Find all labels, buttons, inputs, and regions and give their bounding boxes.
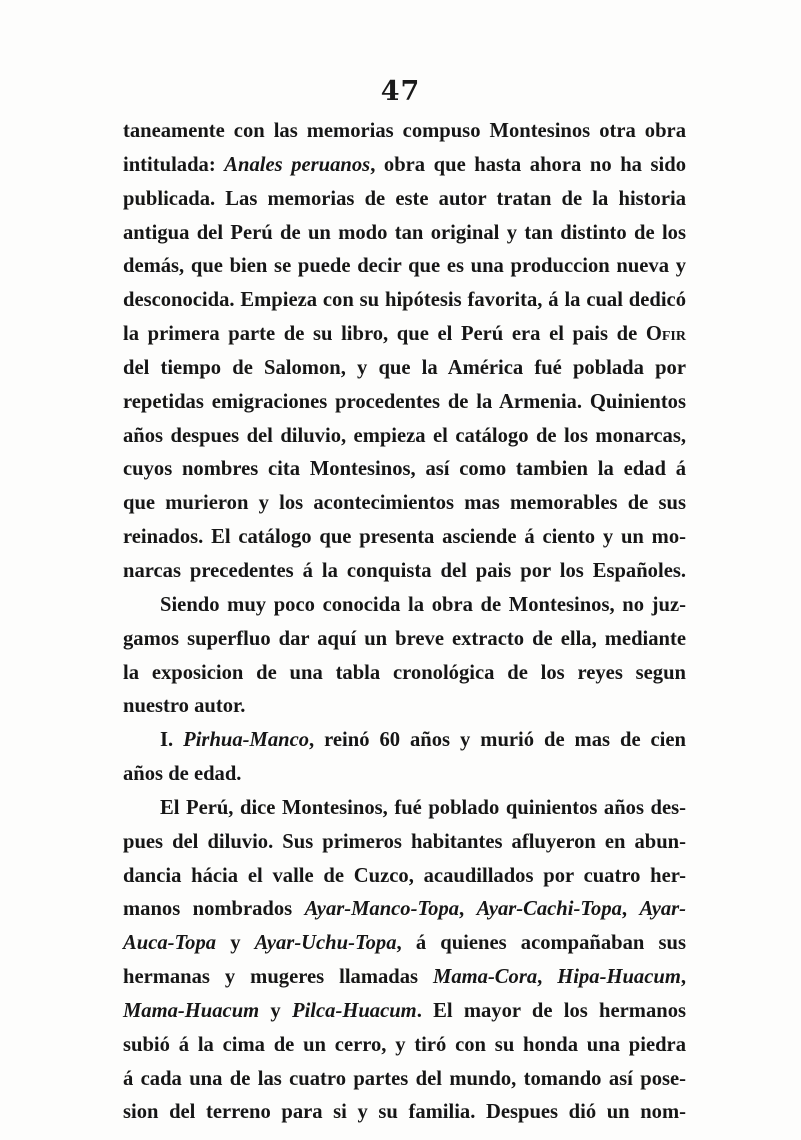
- text-line: [123, 826, 686, 860]
- small-caps-text: Ofir: [645, 323, 686, 346]
- text-segment: . El mayor de los hermanos: [416, 999, 686, 1022]
- italic-text: Pilca-Huacum: [292, 999, 417, 1022]
- italic-text: Mama-Cora: [433, 966, 538, 989]
- text-segment: sion del terreno para si y su familia. Despues dió un nom-: [123, 1101, 686, 1124]
- italic-text: Ayar-Cachi-Topa: [476, 898, 622, 921]
- text-line: [123, 860, 686, 894]
- italic-text: Ayar-Manco-Topa: [304, 898, 460, 921]
- text-segment: desconocida. Empieza con su hipótesis favorita, á la cual dedicó: [123, 289, 686, 312]
- text-segment: la primera parte de su libro, que el Perú era el pais de: [123, 323, 646, 346]
- text-line: [123, 758, 686, 792]
- text-segment: dancia hácia el valle de Cuzco, acaudillados por cuatro her-: [123, 864, 686, 887]
- text-line: [123, 284, 686, 318]
- text-line: [123, 927, 686, 961]
- text-segment: gamos superfluo dar aquí un breve extracto de ella, mediante: [123, 627, 686, 650]
- text-line: [123, 1096, 686, 1130]
- text-line: [123, 1029, 686, 1063]
- text-line: [123, 690, 686, 724]
- text-segment: , á quienes acompañaban sus: [396, 932, 686, 955]
- text-line: [123, 995, 686, 1029]
- text-segment: , obra que hasta ahora no ha sido: [370, 153, 687, 176]
- italic-text: Ayar-Uchu-Topa: [254, 932, 397, 955]
- text-line: [123, 487, 686, 521]
- text-line: [123, 352, 686, 386]
- text-segment: del tiempo de Salomon, y que la América fué poblada por: [123, 356, 686, 379]
- text-segment: subió á la cima de un cerro, y tiró con su honda una piedra: [123, 1033, 686, 1056]
- text-line: [123, 183, 686, 217]
- text-segment: cuyos nombres cita Montesinos, así como tambien la edad á: [123, 458, 686, 481]
- italic-text: Anales peruanos: [224, 153, 371, 176]
- text-segment: ,: [459, 898, 477, 921]
- italic-text: Hipa-Huacum: [557, 966, 681, 989]
- text-line: [123, 149, 686, 183]
- text-line: [123, 623, 686, 657]
- text-segment: narcas precedentes á la conquista del pais por los Españoles.: [123, 559, 686, 582]
- text-segment: nuestro autor.: [123, 695, 246, 718]
- text-line: [123, 657, 686, 691]
- text-segment: ,: [680, 966, 686, 989]
- italic-text: Ayar-: [639, 898, 687, 921]
- text-segment: hermanas y mugeres llamadas: [123, 966, 434, 989]
- text-line: [123, 115, 686, 149]
- text-line: [123, 792, 686, 826]
- text-line: [123, 386, 686, 420]
- text-line: [123, 420, 686, 454]
- text-line: [123, 589, 686, 623]
- text-segment: demás, que bien se puede decir que es una produccion nueva y: [123, 255, 686, 278]
- text-line: [123, 724, 686, 758]
- text-line: [123, 893, 686, 927]
- text-segment: pues del diluvio. Sus primeros habitantes afluyeron en abun-: [123, 830, 686, 853]
- text-segment: á cada una de las cuatro partes del mundo, tomando así pose-: [123, 1067, 686, 1090]
- text-line: [123, 453, 686, 487]
- text-line: [123, 250, 686, 284]
- italic-text: Mama-Huacum: [123, 999, 260, 1022]
- text-line: [123, 521, 686, 555]
- italic-text: Auca-Topa: [123, 932, 217, 955]
- text-segment: ,: [621, 898, 640, 921]
- text-segment: la exposicion de una tabla cronológica de los reyes segun: [123, 661, 686, 684]
- page-number: 47: [380, 76, 421, 107]
- text-segment: taneamente con las memorias compuso Montesinos otra obra: [123, 120, 686, 142]
- text-line: [123, 217, 686, 251]
- body-text: [123, 115, 686, 1130]
- text-segment: años despues del diluvio, empieza el catálogo de los monarcas,: [123, 424, 686, 447]
- text-segment: antigua del Perú de un modo tan original y tan distinto de los: [123, 221, 686, 244]
- text-segment: I.: [160, 729, 184, 752]
- text-segment: intitulada:: [123, 153, 225, 176]
- text-segment: Siendo muy poco conocida la obra de Montesinos, no juz-: [160, 593, 686, 616]
- text-segment: ,: [537, 966, 558, 989]
- text-line: [123, 318, 686, 352]
- text-line: [123, 961, 686, 995]
- text-segment: repetidas emigraciones procedentes de la Armenia. Quinientos: [123, 390, 686, 413]
- text-segment: que murieron y los acontecimientos mas memorables de sus: [123, 492, 686, 515]
- text-line: [123, 1063, 686, 1097]
- text-line: [123, 555, 686, 589]
- text-segment: , reinó 60 años y murió de mas de cien: [309, 729, 686, 752]
- italic-text: Pirhua-Manco: [183, 729, 310, 752]
- text-segment: y: [216, 932, 255, 955]
- text-segment: manos nombrados: [123, 898, 305, 921]
- text-segment: y: [259, 999, 292, 1022]
- text-segment: publicada. Las memorias de este autor tratan de la historia: [123, 187, 686, 210]
- text-segment: años de edad.: [123, 763, 242, 786]
- text-segment: El Perú, dice Montesinos, fué poblado quinientos años des-: [160, 796, 686, 819]
- text-segment: reinados. El catálogo que presenta asciende á ciento y un mo-: [123, 526, 686, 549]
